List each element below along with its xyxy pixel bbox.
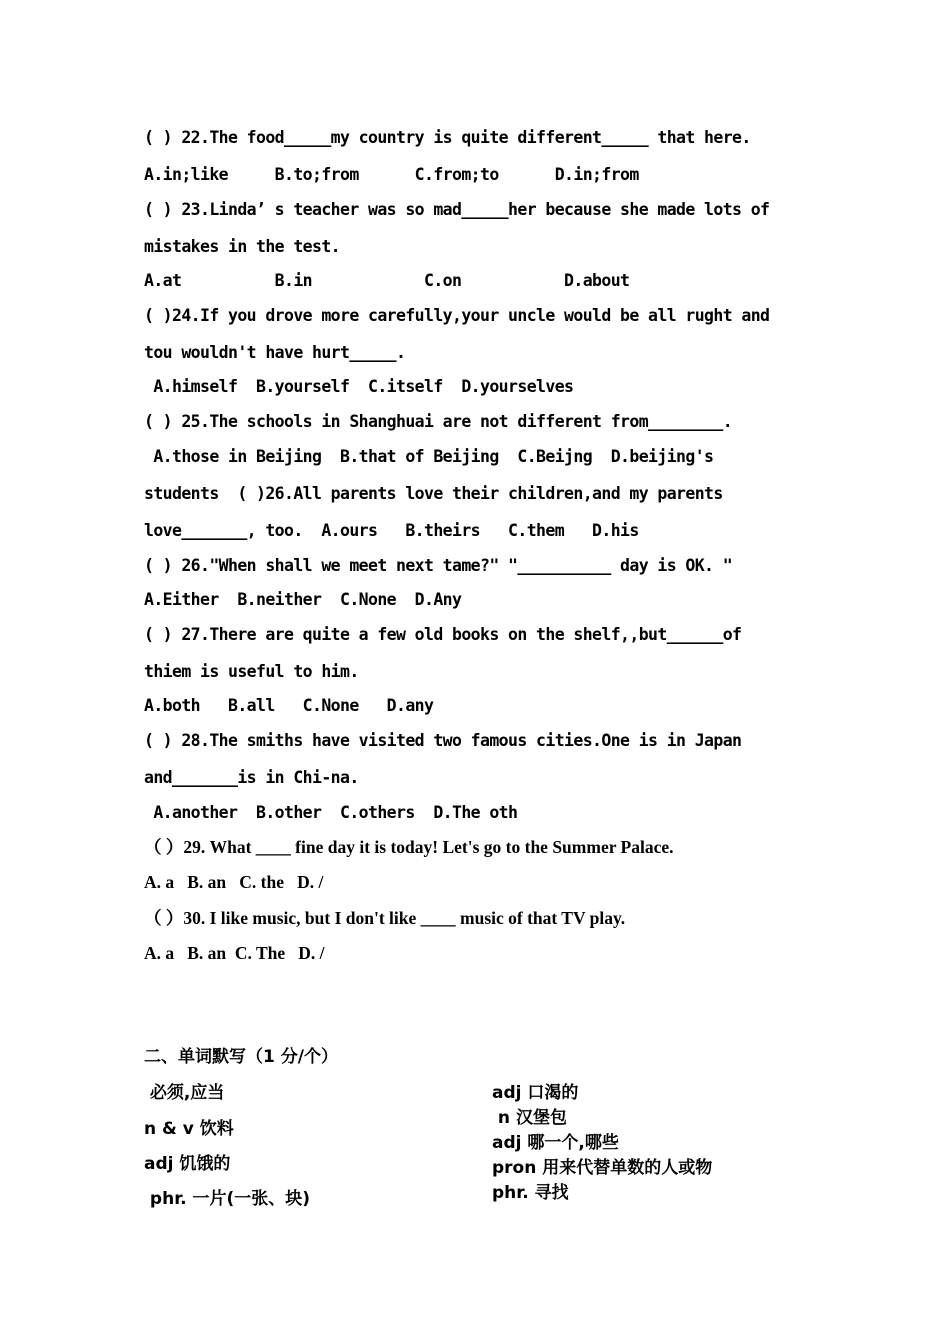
- question-22-stem: ( ) 22.The food_____my country is quite different_____ that here.: [144, 128, 751, 147]
- question-26b-options: A.Either B.neither C.None D.Any: [144, 590, 462, 609]
- vocab-left-2: n & v 饮料: [144, 1119, 234, 1139]
- question-25-options: A.those in Beijing B.that of Beijing C.Beijng D.beijing's: [144, 447, 714, 466]
- question-23-stem-cont: mistakes in the test.: [144, 237, 341, 256]
- vocab-left-4: phr. 一片(一张、块): [144, 1189, 311, 1209]
- question-26b-stem: ( ) 26."When shall we meet next tame?" "__________ day is OK. ": [144, 556, 733, 575]
- question-24-stem-cont: tou wouldn't have hurt_____.: [144, 343, 406, 362]
- vocab-right-1: adj 口渴的: [492, 1083, 579, 1103]
- vocab-left-1: 必须,应当: [144, 1083, 225, 1103]
- question-28-stem: ( ) 28.The smiths have visited two famous cities.One is in Japan: [144, 731, 742, 750]
- vocab-right-3: adj 哪一个,哪些: [492, 1133, 619, 1153]
- question-28-stem-cont: and_______is in Chi-na.: [144, 768, 359, 787]
- vocab-right-4: pron 用来代替单数的人或物: [492, 1158, 713, 1178]
- question-25-stem: ( ) 25.The schools in Shanghuai are not different from________.: [144, 412, 733, 431]
- vocab-left-3: adj 饥饿的: [144, 1154, 231, 1174]
- question-23-options: A.at B.in C.on D.about: [144, 271, 630, 290]
- question-27-stem: ( ) 27.There are quite a few old books on the shelf,,but______of: [144, 625, 742, 644]
- vocab-right-5: phr. 寻找: [492, 1183, 569, 1203]
- question-24-stem: ( )24.If you drove more carefully,your uncle would be all rught and: [144, 306, 770, 325]
- vocab-right-2: n 汉堡包: [492, 1108, 567, 1128]
- section-2-heading: 二、单词默写（1 分/个）: [144, 1047, 338, 1067]
- question-23-stem: ( ) 23.Linda’ s teacher was so mad_____her because she made lots of: [144, 200, 770, 219]
- question-30-stem: （ ）30. I like music, but I don't like ____ music of that TV play.: [144, 908, 626, 928]
- question-28-options: A.another B.other C.others D.The oth: [144, 803, 518, 822]
- question-27-stem-cont: thiem is useful to him.: [144, 662, 359, 681]
- question-29-stem: （ ）29. What ____ fine day it is today! Let's go to the Summer Palace.: [144, 837, 674, 857]
- question-29-options: A. a B. an C. the D. /: [144, 872, 324, 892]
- question-22-options: A.in;like B.to;from C.from;to D.in;from: [144, 165, 639, 184]
- question-26a-options: love_______, too. A.ours B.theirs C.them D.his: [144, 521, 639, 540]
- question-27-options: A.both B.all C.None D.any: [144, 696, 434, 715]
- question-24-options: A.himself B.yourself C.itself D.yourselves: [144, 377, 574, 396]
- question-30-options: A. a B. an C. The D. /: [144, 943, 325, 963]
- question-26a-stem: students ( )26.All parents love their children,and my parents: [144, 484, 723, 503]
